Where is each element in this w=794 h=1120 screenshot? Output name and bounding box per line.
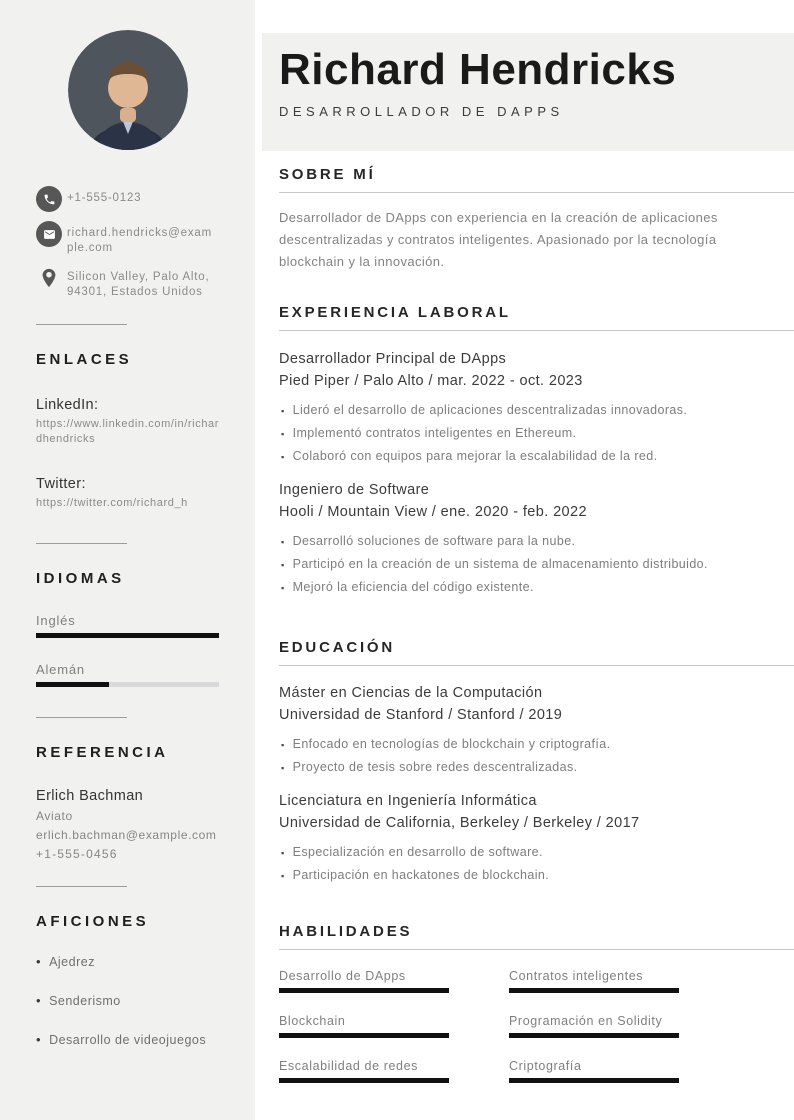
education-bullet (279, 841, 794, 864)
hobby-label: Senderismo (49, 994, 121, 1008)
education-bullet-text: Enfocado en tecnologías de blockchain y criptografía. (292, 737, 611, 751)
languages-heading: IDIOMAS (36, 570, 125, 587)
skill-name: Criptografía (509, 1059, 582, 1073)
sidebar-divider (36, 717, 127, 718)
skill-name: Desarrollo de DApps (279, 969, 406, 983)
education-bullet-text: Proyecto de tesis sobre redes descentralizadas. (292, 760, 578, 774)
education-bullet-text: Participación en hackatones de blockchain. (292, 868, 550, 882)
skill-item (509, 1058, 739, 1083)
sidebar-divider (36, 324, 127, 325)
language-level-bar (36, 633, 219, 638)
reference-heading: REFERENCIA (36, 744, 169, 761)
job-bullet-text: Mejoró la eficiencia del código existente. (292, 580, 534, 594)
contact-section (36, 186, 219, 300)
skill-underline-bar (509, 1033, 679, 1038)
bullet-square-icon: ▪ (281, 429, 285, 439)
education-bullet-text: Especialización en desarrollo de software. (292, 845, 543, 859)
profile-photo-image (68, 30, 188, 150)
skill-name: Programación en Solidity (509, 1014, 663, 1028)
job-bullet-text: Colaboró con equipos para mejorar la escalabilidad de la red. (292, 449, 658, 463)
language-item (36, 613, 219, 638)
main-content (262, 166, 794, 1103)
email-value: richard.hendricks@example.com (67, 227, 212, 254)
hobby-item (36, 954, 219, 969)
language-level-bar (36, 682, 219, 687)
contact-phone-row (36, 186, 219, 212)
job-bullet-text: Participó en la creación de un sistema de almacenamiento distribuido. (292, 557, 708, 571)
education-bullet (279, 756, 794, 779)
language-name: Inglés (36, 613, 76, 628)
sidebar (0, 0, 255, 1120)
profile-photo (68, 30, 188, 150)
about-text: Desarrollador de DApps con experiencia en la creación de aplicaciones descentralizadas y contratos inteligentes. Apasionado por la tecnología blockchain y la innovación. (279, 210, 718, 269)
education-heading: EDUCACIÓN (279, 639, 794, 666)
job-bullet (279, 422, 794, 445)
skill-underline-bar (279, 988, 449, 993)
education-entry (279, 791, 794, 887)
language-level-fill (36, 682, 109, 687)
reference-email: erlich.bachman@example.com (36, 828, 217, 842)
reference-company: Aviato (36, 809, 73, 823)
linkedin-label: LinkedIn: (36, 397, 99, 413)
job-title: Desarrollador Principal de DApps (279, 351, 507, 367)
reference-phone: +1-555-0456 (36, 847, 118, 861)
job-meta: Pied Piper / Palo Alto / mar. 2022 - oct. 2023 (279, 373, 583, 389)
language-level-fill (36, 633, 219, 638)
twitter-label: Twitter: (36, 476, 86, 492)
skill-name: Escalabilidad de redes (279, 1059, 418, 1073)
experience-heading: EXPERIENCIA LABORAL (279, 304, 794, 331)
job-bullet-text: Lideró el desarrollo de aplicaciones descentralizadas innovadoras. (292, 403, 688, 417)
hobby-item (36, 993, 219, 1008)
skill-item (279, 1013, 509, 1038)
hobby-label: Ajedrez (49, 955, 95, 969)
bullet-square-icon: ▪ (281, 452, 285, 462)
address-value: Silicon Valley, Palo Alto, 94301, Estados Unidos (67, 271, 210, 298)
degree-meta: Universidad de Stanford / Stanford / 2019 (279, 707, 563, 723)
contact-address-row (36, 265, 219, 300)
education-bullet (279, 864, 794, 887)
skills-heading: HABILIDADES (279, 923, 794, 950)
skill-underline-bar (279, 1033, 449, 1038)
bullet-dot-icon: • (36, 993, 42, 1008)
bullet-dot-icon: • (36, 954, 42, 969)
skill-underline-bar (509, 1078, 679, 1083)
linkedin-url[interactable]: https://www.linkedin.com/in/richardhendricks (36, 418, 220, 445)
mail-icon (36, 221, 62, 247)
skills-grid (279, 968, 794, 1103)
job-meta: Hooli / Mountain View / ene. 2020 - feb. 2022 (279, 504, 587, 520)
about-heading: SOBRE MÍ (279, 166, 794, 193)
skill-name: Contratos inteligentes (509, 969, 644, 983)
twitter-url[interactable]: https://twitter.com/richard_h (36, 497, 188, 509)
education-entry (279, 683, 794, 779)
hobby-label: Desarrollo de videojuegos (49, 1033, 207, 1047)
contact-email-row (36, 221, 219, 256)
degree-title: Máster en Ciencias de la Computación (279, 685, 543, 701)
education-bullet (279, 733, 794, 756)
skill-item (279, 1058, 509, 1083)
location-icon (36, 265, 62, 291)
skill-item (279, 968, 509, 993)
column-gutter (255, 0, 262, 1120)
bullet-square-icon: ▪ (281, 583, 285, 593)
bullet-square-icon: ▪ (281, 871, 285, 881)
bullet-square-icon: ▪ (281, 560, 285, 570)
bullet-dot-icon: • (36, 1032, 42, 1047)
person-job-title: DESARROLLADOR DE DAPPS (279, 104, 564, 119)
degree-meta: Universidad de California, Berkeley / Berkeley / 2017 (279, 815, 640, 831)
degree-title: Licenciatura en Ingeniería Informática (279, 793, 537, 809)
bullet-square-icon: ▪ (281, 537, 285, 547)
job-bullet (279, 445, 794, 468)
job-bullet (279, 530, 794, 553)
job-title: Ingeniero de Software (279, 482, 430, 498)
skill-underline-bar (509, 988, 679, 993)
job-bullet (279, 553, 794, 576)
job-bullet (279, 576, 794, 599)
hobbies-heading: AFICIONES (36, 913, 150, 930)
links-heading: ENLACES (36, 351, 133, 368)
language-name: Alemán (36, 662, 85, 677)
job-bullet-text: Desarrolló soluciones de software para la nube. (292, 534, 576, 548)
person-name: Richard Hendricks (279, 45, 677, 94)
hobby-item (36, 1032, 219, 1047)
language-item (36, 662, 219, 687)
job-bullet-text: Implementó contratos inteligentes en Ethereum. (292, 426, 577, 440)
skill-item (509, 1013, 739, 1038)
skill-name: Blockchain (279, 1014, 346, 1028)
skill-underline-bar (279, 1078, 449, 1083)
bullet-square-icon: ▪ (281, 848, 285, 858)
phone-icon (36, 186, 62, 212)
resume-main (262, 0, 794, 1120)
sidebar-divider (36, 886, 127, 887)
experience-entry (279, 349, 794, 468)
header-band (262, 33, 794, 151)
reference-name: Erlich Bachman (36, 788, 144, 804)
phone-value: +1-555-0123 (67, 192, 142, 204)
bullet-square-icon: ▪ (281, 740, 285, 750)
job-bullet (279, 399, 794, 422)
bullet-square-icon: ▪ (281, 763, 285, 773)
sidebar-divider (36, 543, 127, 544)
skill-item (509, 968, 739, 993)
experience-entry (279, 480, 794, 599)
bullet-square-icon: ▪ (281, 406, 285, 416)
